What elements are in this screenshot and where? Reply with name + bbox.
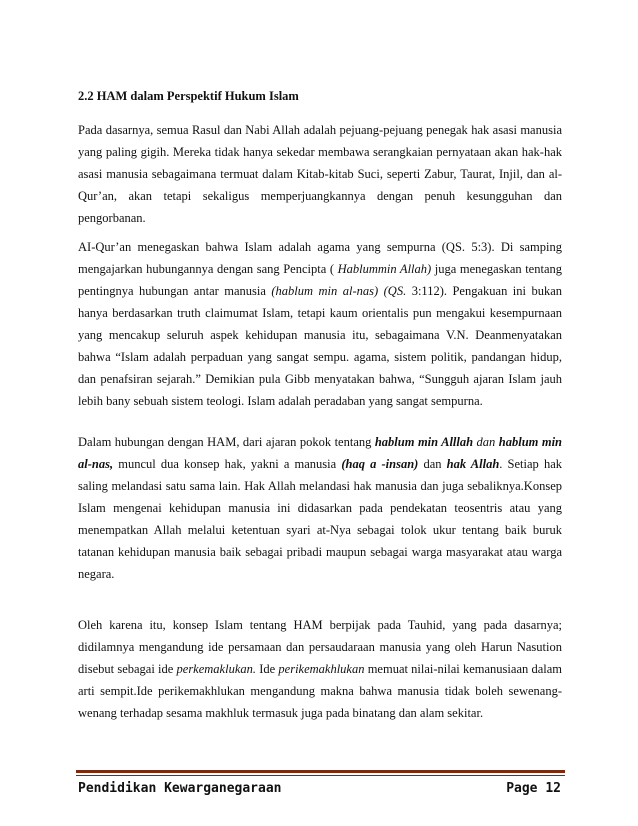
- bold-term-hak-allah: hak Allah: [446, 457, 500, 471]
- text-run: 3:112). Pengakuan ini bukan hanya berdasarkan truth claimumat Islam, tetapi kaum orientalis pun mengakui kesempurnaan yang mencakup seluruh aspek kehidupan manusia itu, sebagaimana V.N. Deanmenyatakan bahwa “Islam adalah perpaduan yang sangat sempu. agama, sistem politik, pandangan hidup, dan penafsiran sejarah.” Demikian pula Gibb menyatakan bahwa, “Sungguh ajaran Islam jauh lebih bany sebuah sistem teologi. Islam adalah peradaban yang sangat sempurna.: [78, 284, 563, 408]
- text-run: . Setiap hak saling melandasi satu sama lain. Hak Allah melandasi hak manusia dan juga sebaliknya.Konsep Islam mengenai kehidupan manusia ini didasarkan pada pendekatan teosentris atau yang menempatkan Allah melalui ketentuan syari at-Nya sebagai tolok ukur tentang baik buruk tatanan kehidupan manusia baik sebagai pribadi maupun sebagai warga masyarakat atau warga negara.: [78, 457, 562, 581]
- bold-term-hablum-min-al-nas: hablum min al-nas,: [78, 435, 563, 471]
- italic-term-hablum-min-al-nas: (hablum min al-nas) (QS.: [271, 284, 407, 298]
- text-run: memuat nilai-nilai kemanusiaan dalam arti sempit.Ide perikemakhlukan mengandung makna bahwa manusia tidak boleh sewenang-wenang terhadap sesama makhluk termasuk juga pada binatang dan alam sekitar.: [78, 662, 563, 720]
- footer-page-number: Page 12: [506, 781, 561, 796]
- bold-term-hablum-min-allah: hablum min Alllah: [374, 435, 474, 449]
- italic-term-perikemakhlukan: perikemakhlukan: [278, 662, 365, 676]
- paragraph-tauhid: [78, 614, 562, 724]
- text-run: Dalam hubungan dengan HAM, dari ajaran pokok tentang: [78, 435, 375, 449]
- italic-term-perkemaklukan: perkemaklukan.: [176, 662, 256, 676]
- footer-course-title: Pendidikan Kewarganegaraan: [78, 781, 282, 796]
- section-heading: 2.2 HAM dalam Perspektif Hukum Islam: [78, 89, 299, 103]
- text-run: juga menegaskan tentang pentingnya hubungan antar manusia: [78, 262, 563, 298]
- text-run: Ide: [256, 662, 279, 676]
- text-run: muncul dua konsep hak, yakni a manusia: [113, 457, 342, 471]
- text-run: dan: [418, 457, 447, 471]
- text-run: dan: [473, 435, 499, 449]
- footer-divider: [76, 770, 565, 773]
- bold-term-haq-al-insan: (haq a -insan): [341, 457, 419, 471]
- text-run: Oleh karena itu, konsep Islam tentang HAM berpijak pada Tauhid, yang pada dasarnya; didilamnya mengandung ide persamaan dan persaudaraan manusia yang oleh Harun Nasution disebut sebagai ide: [78, 618, 562, 676]
- paragraph-text: Pada dasarnya, semua Rasul dan Nabi Allah adalah pejuang-pejuang penegak hak asasi manusia yang paling gigih. Mereka tidak hanya sekedar membawa serangkaian pernyataan akan hak-hak asasi manusia sebagaimana termuat dalam Kitab-kitab Suci, seperti Zabur, Taurat, Injil, dan al-Qur’an, akan tetapi sekaligus memperjuangkannya dengan penuh kesungguhan dan pengorbanan.: [78, 123, 562, 225]
- footer-divider-thin: [76, 775, 565, 776]
- paragraph-al-quran: [78, 236, 562, 412]
- paragraph-ham-relation: [78, 431, 562, 585]
- text-run: AI-Qur’an menegaskan bahwa Islam adalah agama yang sempurna (QS. 5:3). Di samping mengajarkan hubungannya dengan sang Pencipta (: [78, 240, 562, 276]
- italic-term-hablummin-allah: Hablummin Allah): [337, 262, 432, 276]
- paragraph-rasul-nabi: [78, 119, 562, 229]
